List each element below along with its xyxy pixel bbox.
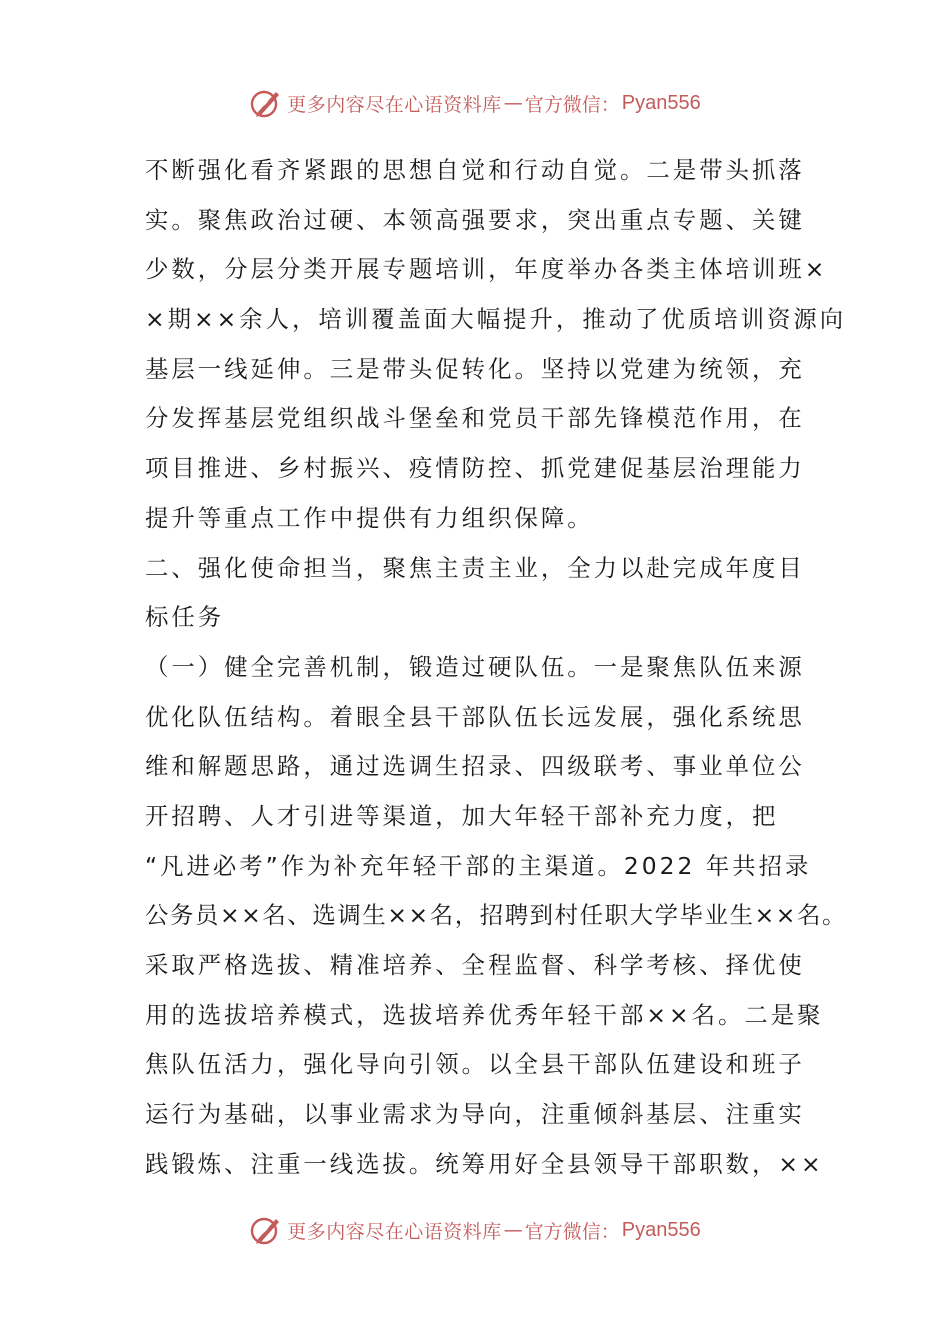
banner-separator: — (503, 1219, 523, 1241)
text-line: 焦队伍活力，强化导向引领。以全县干部队伍建设和班子 (145, 1050, 805, 1079)
banner-wechat-id: Pyan556 (621, 1218, 701, 1241)
subsection-heading: （一）健全完善机制，锻造过硬队伍。一是聚焦队伍来源 (145, 652, 805, 681)
banner-wechat-label: 官方微信： (524, 93, 620, 116)
text-line: 项目推进、乡村振兴、疫情防控、抓党建促基层治理能力 (145, 454, 805, 483)
text-line: “凡进必考”作为补充年轻干部的主渠道。2022 年共招录 (145, 851, 812, 880)
banner-site-text: 更多内容尽在心语资料库 (287, 1220, 502, 1243)
document-body (145, 146, 847, 1189)
footer-banner (0, 1210, 950, 1250)
text-line: 优化队伍结构。着眼全县干部队伍长远发展，强化系统思 (145, 702, 805, 731)
text-line: 不断强化看齐紧跟的思想自觉和行动自觉。二是带头抓落 (145, 156, 805, 184)
banner-wechat-label: 官方微信： (524, 1220, 620, 1243)
text-line: 用的选拔培养模式，选拔培养优秀年轻干部××名。二是聚 (145, 1000, 824, 1029)
section-heading: 二、强化使命担当，聚焦主责主业，全力以赴完成年度目 (145, 553, 805, 582)
header-banner (0, 83, 950, 123)
text-line: 维和解题思路，通过选调生招录、四级联考、事业单位公 (145, 752, 805, 781)
text-line: 运行为基础，以事业需求为导向，注重倾斜基层、注重实 (145, 1100, 805, 1129)
text-line: 提升等重点工作中提供有力组织保障。 (145, 503, 594, 532)
section-heading-cont: 标任务 (145, 603, 225, 632)
text-line: 践锻炼、注重一线选拔。统筹用好全县领导干部职数，×× (145, 1149, 824, 1178)
text-line: 分发挥基层党组织战斗堡垒和党员干部先锋模范作用，在 (145, 404, 805, 433)
pen-logo-icon (249, 1213, 283, 1247)
text-line: 实。聚焦政治过硬、本领高强要求，突出重点专题、关键 (145, 205, 805, 234)
text-line: 采取严格选拔、精准培养、全程监督、科学考核、择优使 (145, 951, 805, 979)
text-line: 开招聘、人才引进等渠道，加大年轻干部补充力度，把 (145, 801, 779, 830)
pen-logo-icon (249, 86, 283, 120)
text-line: ×期××余人，培训覆盖面大幅提升，推动了优质培训资源向 (145, 305, 847, 334)
text-line: 少数，分层分类开展专题培训，年度举办各类主体培训班× (145, 255, 828, 284)
banner-separator: — (503, 92, 523, 114)
banner-site-text: 更多内容尽在心语资料库 (287, 93, 502, 116)
text-line: 公务员××名、选调生××名，招聘到村任职大学毕业生××名。 (145, 901, 847, 930)
banner-wechat-id: Pyan556 (621, 91, 701, 114)
text-line: 基层一线延伸。三是带头促转化。坚持以党建为统领，充 (145, 354, 805, 383)
